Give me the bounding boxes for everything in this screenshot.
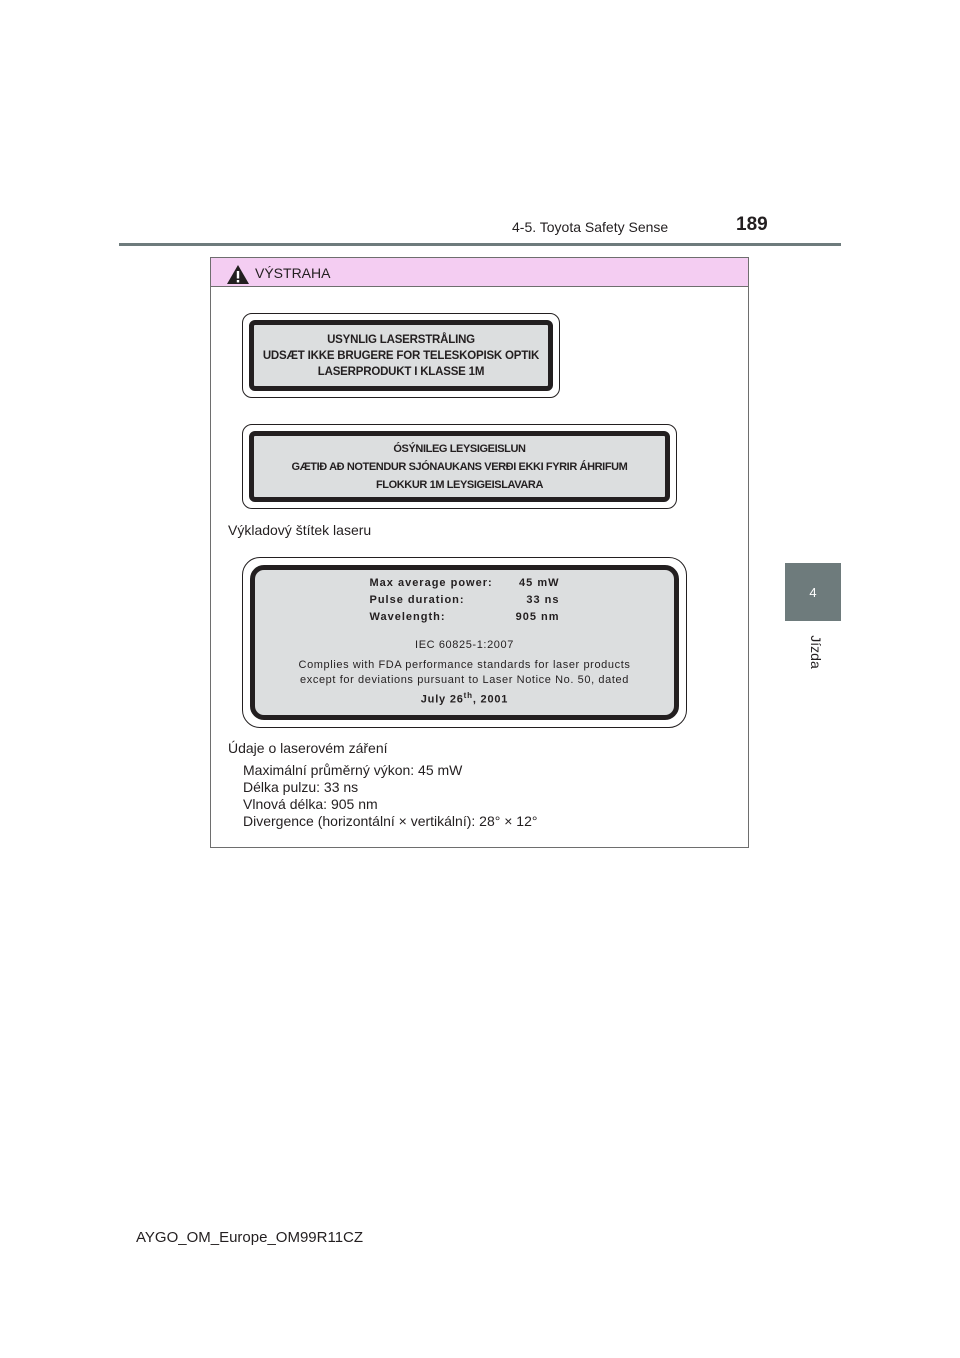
radiation-spec-list	[243, 762, 537, 830]
spec-name: Wavelength:	[369, 611, 446, 624]
label-line: LASERPRODUKT I KLASSE 1M	[317, 365, 485, 378]
radiation-data-caption: Údaje o laserovém záření	[228, 740, 388, 756]
warning-triangle-icon	[226, 264, 250, 285]
spec-value: 33 ns	[526, 594, 560, 607]
date-text: July 26	[420, 693, 464, 706]
laser-label-icelandic-plate	[249, 431, 670, 502]
date-suffix: th	[463, 691, 473, 701]
compliance-line: except for deviations pursuant to Laser Notice No. 50, dated	[300, 674, 629, 687]
spec-value: 45 mW	[519, 577, 560, 590]
header-divider	[119, 243, 841, 246]
list-item: Divergence (horizontální × vertikální): 28° × 12°	[243, 813, 538, 829]
label-line: UDSÆT IKKE BRUGERE FOR TELESKOPISK OPTIK	[262, 349, 540, 362]
list-item: Délka pulzu: 33 ns	[243, 779, 359, 795]
laser-label-icelandic	[242, 424, 677, 509]
explanatory-label-caption: Výkladový štítek laseru	[228, 522, 372, 538]
laser-label-danish-plate	[249, 320, 553, 391]
label-line: USYNLIG LASERSTRÅLING	[327, 333, 475, 346]
compliance-line: Complies with FDA performance standards for laser products	[298, 659, 631, 672]
list-item: Vlnová délka: 905 nm	[243, 796, 378, 812]
compliance-text	[299, 638, 631, 708]
label-line: FLOKKUR 1M LEYSIGEISLAVARA	[375, 478, 544, 491]
laser-label-danish	[242, 313, 560, 398]
spec-name: Pulse duration:	[369, 594, 465, 607]
compliance-date	[299, 688, 631, 708]
label-line: ÓSÝNILEG LEYSIGEISLUN	[393, 442, 526, 455]
warning-title: VÝSTRAHA	[255, 265, 331, 281]
list-item: Maximální průměrný výkon: 45 mW	[243, 762, 463, 778]
iec-standard: IEC 60825-1:2007	[415, 639, 514, 652]
laser-spec-label	[242, 557, 687, 728]
chapter-title: Jízda	[808, 635, 824, 669]
section-title: 4-5. Toyota Safety Sense	[512, 219, 669, 235]
spec-table	[370, 575, 560, 626]
laser-spec-plate	[250, 565, 679, 720]
document-code: AYGO_OM_Europe_OM99R11CZ	[136, 1229, 364, 1246]
date-year: , 2001	[472, 693, 509, 706]
spec-value: 905 nm	[515, 611, 560, 624]
label-line: GÆTIÐ AÐ NOTENDUR SJÓNAUKANS VERÐI EKKI FYRIR ÁHRIFUM	[291, 460, 628, 473]
chapter-number: 4	[809, 584, 817, 600]
page-number: 189	[736, 214, 768, 235]
spec-name: Max average power:	[369, 577, 493, 590]
